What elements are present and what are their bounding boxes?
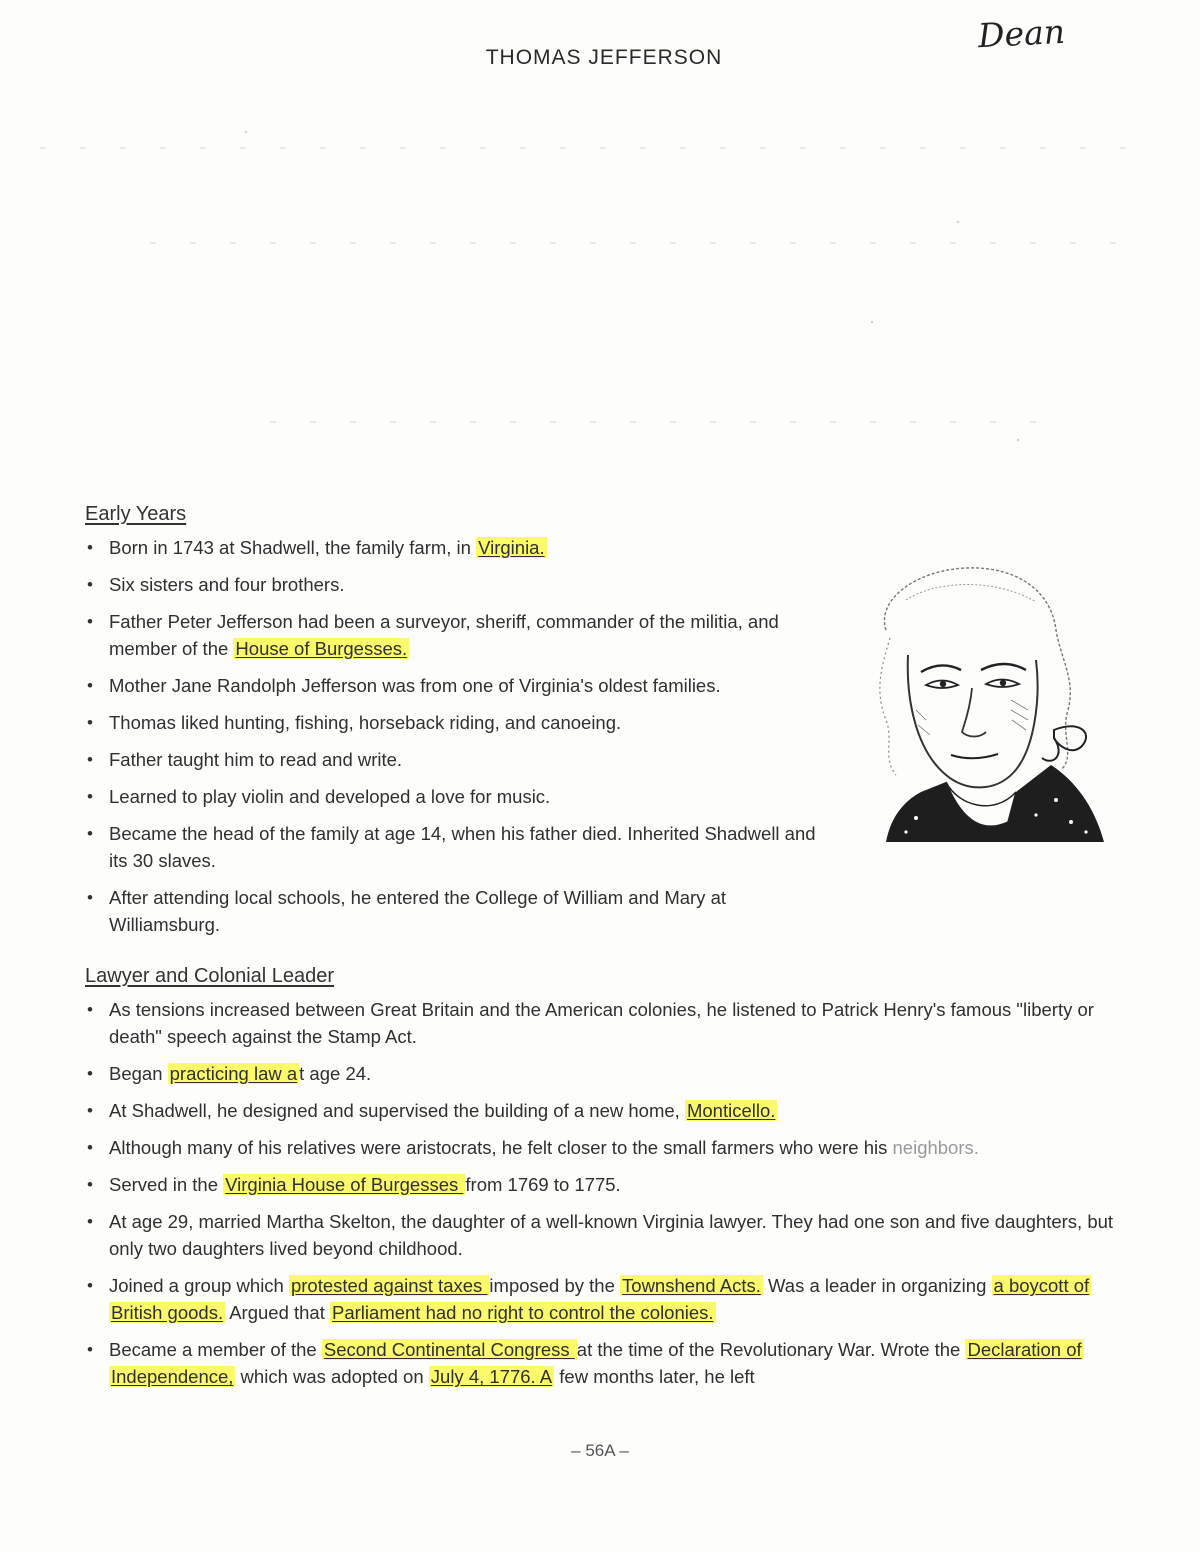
highlighted-text: protested against taxes bbox=[290, 1275, 488, 1296]
bullet-text: few months later, he left bbox=[554, 1366, 755, 1387]
highlighted-text: Declaration of Independence, bbox=[111, 1339, 1082, 1387]
bullet-text: After attending local schools, he entered the College of William and Mary at Williamsburg. bbox=[109, 887, 726, 935]
bullet-text: Joined a group which bbox=[109, 1275, 289, 1296]
bullet-text: Six sisters and four brothers. bbox=[109, 574, 345, 595]
bullet-text: from 1769 to 1775. bbox=[465, 1174, 621, 1195]
bullet-text: Although many of his relatives were aristocrats, he felt closer to the small farmers who were his bbox=[109, 1137, 893, 1158]
bullet-item bbox=[84, 571, 824, 598]
highlighted-text: practicing law a bbox=[169, 1063, 298, 1084]
page-title: THOMAS JEFFERSON bbox=[485, 46, 723, 69]
bullet-text: Thomas liked hunting, fishing, horseback riding, and canoeing. bbox=[109, 712, 622, 733]
section-early-years bbox=[84, 503, 824, 948]
bullet-text: Became a member of the bbox=[109, 1339, 322, 1360]
bullet-text: Mother Jane Randolph Jefferson was from one of Virginia's oldest families. bbox=[109, 675, 721, 696]
bullet-item bbox=[84, 672, 824, 699]
highlighted-text: Townshend Acts. bbox=[622, 1275, 761, 1296]
section-lawyer-colonial-leader bbox=[84, 965, 1114, 1400]
faint-text: neighbors. bbox=[892, 1137, 979, 1158]
bullet-text: Born in 1743 at Shadwell, the family farm, in bbox=[109, 537, 477, 558]
highlighted-text: Parliament had no right to control the colonies. bbox=[332, 1302, 714, 1323]
scan-artifacts bbox=[0, 0, 1200, 480]
highlighted-text: Monticello. bbox=[686, 1100, 776, 1121]
highlighted-text: a boycott of British goods. bbox=[111, 1275, 1090, 1323]
bullet-text: As tensions increased between Great Britain and the American colonies, he listened to Patrick Henry's famous "liberty or death" speech against the Stamp Act. bbox=[109, 999, 1094, 1047]
section-heading-lawyer-colonial-leader: Lawyer and Colonial Leader bbox=[85, 965, 335, 987]
handwritten-student-name: Dean bbox=[977, 11, 1066, 56]
bullet-item bbox=[84, 1208, 1114, 1262]
bullet-item bbox=[84, 1060, 1114, 1087]
bullet-item bbox=[84, 1097, 1114, 1124]
bullet-item bbox=[84, 709, 824, 736]
bullet-item bbox=[84, 608, 824, 662]
bullet-item bbox=[84, 1171, 1114, 1198]
bullet-text: Became the head of the family at age 14, when his father died. Inherited Shadwell and its 30 slaves. bbox=[109, 823, 816, 871]
bullet-item bbox=[84, 783, 824, 810]
bullet-item bbox=[84, 1272, 1114, 1326]
highlighted-text: Virginia House of Burgesses bbox=[225, 1174, 464, 1195]
bullet-text: Served in the bbox=[109, 1174, 224, 1195]
bullet-text: Learned to play violin and developed a love for music. bbox=[109, 786, 551, 807]
bullet-text: t age 24. bbox=[299, 1063, 372, 1084]
page-number: – 56A – bbox=[571, 1441, 629, 1460]
bullet-text: Father taught him to read and write. bbox=[109, 749, 403, 770]
bullet-text: Father Peter Jefferson had been a surveyor, sheriff, commander of the militia, and member of the bbox=[109, 611, 779, 659]
highlighted-text: July 4, 1776. A bbox=[430, 1366, 553, 1387]
highlighted-text: House of Burgesses. bbox=[235, 638, 408, 659]
bullet-text: imposed by the bbox=[489, 1275, 621, 1296]
early-years-bullet-list bbox=[84, 534, 824, 938]
portrait-icon bbox=[846, 560, 1108, 842]
bullet-text: At Shadwell, he designed and supervised the building of a new home, bbox=[109, 1100, 685, 1121]
bullet-item bbox=[84, 746, 824, 773]
bullet-item bbox=[84, 1336, 1114, 1390]
bullet-item bbox=[84, 1134, 1114, 1161]
bullet-item bbox=[84, 820, 824, 874]
lawyer-leader-bullet-list bbox=[84, 996, 1114, 1390]
highlighted-text: Second Continental Congress bbox=[323, 1339, 575, 1360]
bullet-item bbox=[84, 884, 824, 938]
bullet-text: at the time of the Revolutionary War. Wrote the bbox=[576, 1339, 966, 1360]
bullet-text: At age 29, married Martha Skelton, the daughter of a well-known Virginia lawyer. They had one son and five daughters, but only two daughters lived beyond childhood. bbox=[109, 1211, 1114, 1259]
bullet-text: Was a leader in organizing bbox=[762, 1275, 992, 1296]
bullet-text: which was adopted on bbox=[235, 1366, 429, 1387]
bullet-item bbox=[84, 534, 824, 561]
bullet-text: Began bbox=[109, 1063, 168, 1084]
bullet-text: Argued that bbox=[225, 1302, 331, 1323]
highlighted-text: Virginia. bbox=[478, 537, 545, 558]
bullet-item bbox=[84, 996, 1114, 1050]
section-heading-early-years: Early Years bbox=[85, 503, 187, 525]
